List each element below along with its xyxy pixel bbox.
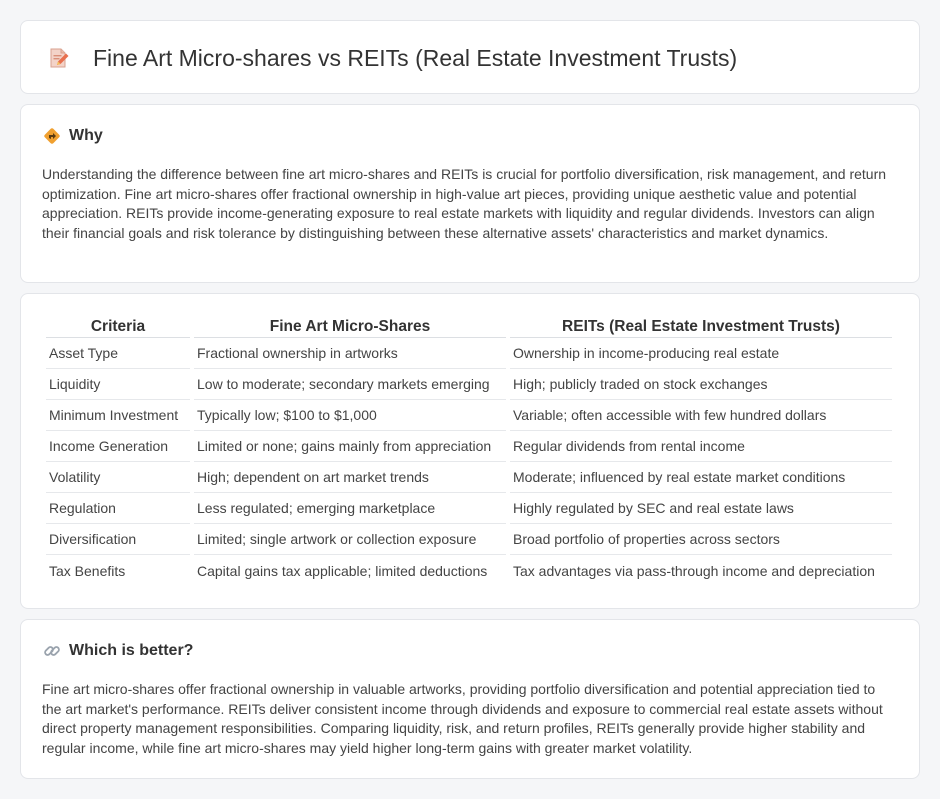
page-title: Fine Art Micro-shares vs REITs (Real Estate Investment Trusts) <box>93 45 738 71</box>
fine-art-cell: Capital gains tax applicable; limited deductions <box>197 562 488 579</box>
table-row <box>46 555 892 586</box>
criteria-cell: Diversification <box>46 524 190 555</box>
reits-cell: High; publicly traded on stock exchanges <box>510 369 892 400</box>
reits-cell: Highly regulated by SEC and real estate laws <box>510 493 892 524</box>
column-header: Fine Art Micro-Shares <box>194 316 506 338</box>
table-row <box>46 400 892 431</box>
why-section <box>20 104 920 283</box>
column-header: Criteria <box>46 316 190 338</box>
comparison-table <box>42 316 896 586</box>
reits-cell: Variable; often accessible with few hundred dollars <box>510 400 892 431</box>
fine-art-cell: Fractional ownership in artworks <box>194 338 506 369</box>
fine-art-cell: Limited; single artwork or collection exposure <box>194 524 506 555</box>
better-heading-row <box>43 642 193 660</box>
reits-cell: Regular dividends from rental income <box>510 431 892 462</box>
table-row <box>46 369 892 400</box>
fine-art-cell: Limited or none; gains mainly from appreciation <box>194 431 506 462</box>
better-heading: Which is better? <box>69 642 194 659</box>
reits-cell: Tax advantages via pass-through income and depreciation <box>513 562 875 579</box>
criteria-cell: Minimum Investment <box>46 400 190 431</box>
title-card <box>20 20 920 94</box>
criteria-cell: Asset Type <box>46 338 190 369</box>
why-text: Understanding the difference between fine art micro-shares and REITs is crucial for portfolio diversification, risk management, and return optimization. Fine art micro-shares offer fractional ownership in high-value art pieces, providing unique aesthetic value and potential appreciation. REITs provide income-generating exposure to real estate markets with liquidity and regular dividends. Investors can align their financial goals and risk tolerance by distinguishing between these alternative assets' characteristics and market dynamics. <box>42 166 887 241</box>
fine-art-cell: Low to moderate; secondary markets emerging <box>194 369 506 400</box>
comparison-section <box>20 293 920 609</box>
which-better-section <box>20 619 920 779</box>
fine-art-cell: High; dependent on art market trends <box>194 462 506 493</box>
fine-art-cell: Typically low; $100 to $1,000 <box>194 400 506 431</box>
reits-cell: Ownership in income-producing real estate <box>510 338 892 369</box>
criteria-cell: Regulation <box>46 493 190 524</box>
why-heading-row <box>43 127 103 145</box>
diamond-direction-icon <box>43 127 61 145</box>
table-row <box>46 431 892 462</box>
column-header: REITs (Real Estate Investment Trusts) <box>510 316 892 338</box>
why-heading: Why <box>69 127 103 144</box>
table-row <box>46 338 892 369</box>
link-icon <box>43 642 61 660</box>
table-row <box>46 493 892 524</box>
document-edit-icon <box>48 47 70 69</box>
reits-cell: Moderate; influenced by real estate market conditions <box>510 462 892 493</box>
table-header-row <box>46 316 892 338</box>
better-text: Fine art micro-shares offer fractional ownership in valuable artworks, providing portfolio diversification and potential appreciation tied to the art market's performance. REITs deliver consistent income through dividends and exposure to commercial real estate assets without direct property management responsibilities. Comparing liquidity, risk, and return profiles, REITs generally provide higher stability and regular income, while fine art micro-shares may yield higher long-term gains with greater market volatility. <box>42 681 883 756</box>
table-row <box>46 462 892 493</box>
criteria-cell: Liquidity <box>46 369 190 400</box>
fine-art-cell: Less regulated; emerging marketplace <box>194 493 506 524</box>
criteria-cell: Volatility <box>46 462 190 493</box>
reits-cell: Broad portfolio of properties across sectors <box>510 524 892 555</box>
table-row <box>46 524 892 555</box>
criteria-cell: Tax Benefits <box>49 562 126 579</box>
criteria-cell: Income Generation <box>46 431 190 462</box>
